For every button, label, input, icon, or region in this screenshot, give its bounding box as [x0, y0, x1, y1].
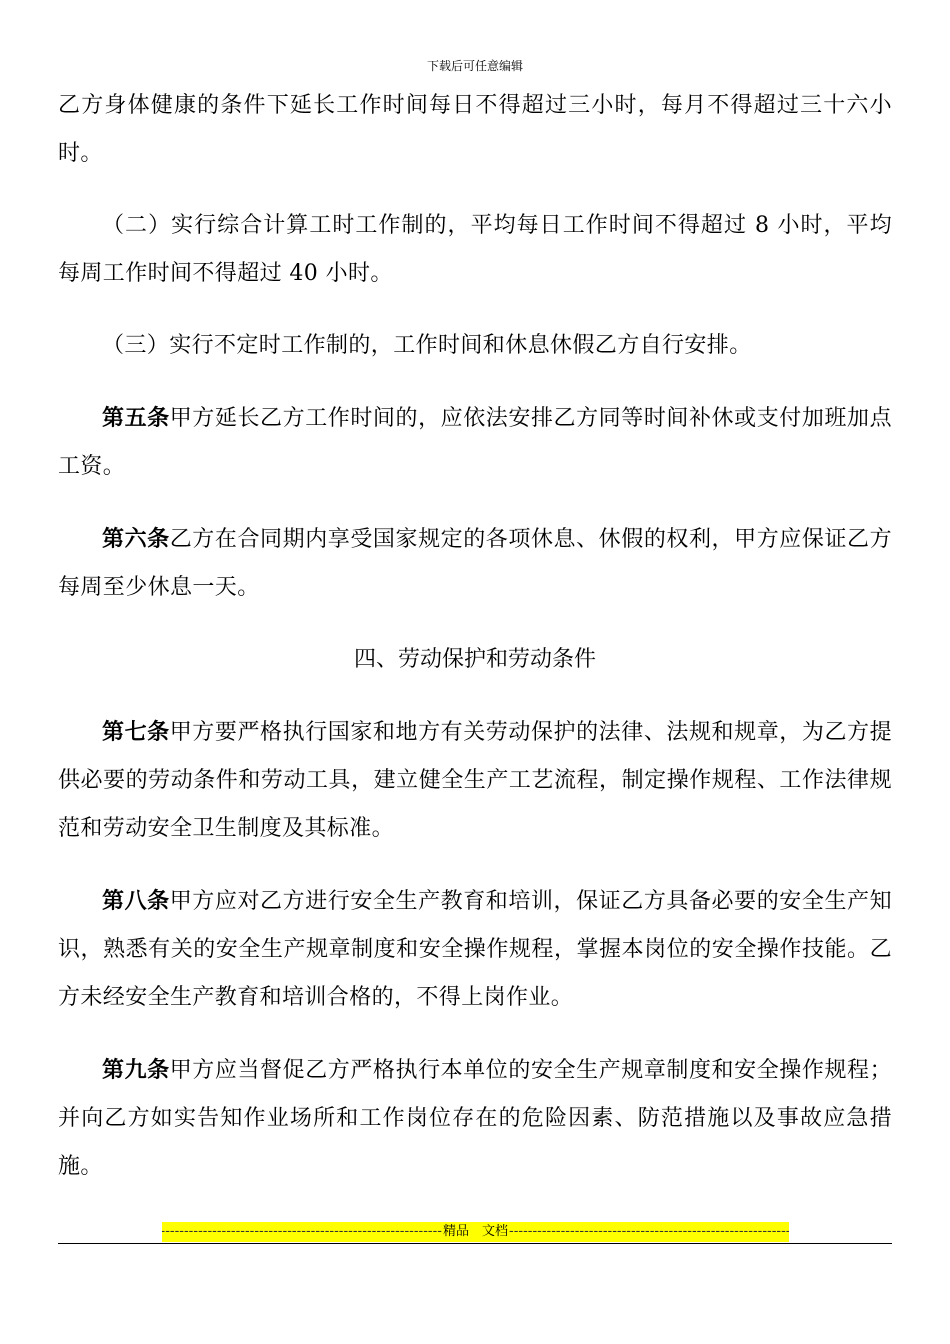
article-5-text: 甲方延长乙方工作时间的，应依法安排乙方同等时间补休或支付加班加点工资。 [58, 406, 892, 479]
article-7-label: 第七条 [102, 719, 170, 745]
article-6-label: 第六条 [102, 526, 170, 552]
header-note: 下载后可任意编辑 [426, 59, 523, 73]
footer-rule [58, 1243, 892, 1244]
article-9-label: 第九条 [102, 1057, 170, 1083]
article-6-text: 乙方在合同期内享受国家规定的各项休息、休假的权利，甲方应保证乙方每周至少休息一天。 [58, 527, 892, 600]
paragraph-item-3: （三）实行不定时工作制的，工作时间和休息休假乙方自行安排。 [102, 333, 752, 358]
footer-label: 精品 文档 [443, 1224, 509, 1239]
article-9 [58, 1046, 892, 1191]
article-5-label: 第五条 [102, 405, 170, 431]
article-9-text: 甲方应当督促乙方严格执行本单位的安全生产规章制度和安全操作规程；并向乙方如实告知作业场所和工作岗位存在的危险因素、防范措施以及事故应急措施。 [58, 1058, 892, 1179]
paragraph-item-2: （二）实行综合计算工时工作制的，平均每日工作时间不得超过 8 小时，平均每周工作时间不得超过 40 小时。 [58, 213, 892, 286]
article-6 [58, 515, 892, 612]
article-5 [58, 394, 892, 491]
article-8 [58, 877, 892, 1022]
section-heading-4: 四、劳动保护和劳动条件 [353, 647, 596, 672]
article-8-text: 甲方应对乙方进行安全生产教育和培训，保证乙方具备必要的安全生产知识，熟悉有关的安全生产规章制度和安全操作规程，掌握本岗位的安全操作技能。乙方未经安全生产教育和培训合格的，不得上岗作业。 [58, 889, 892, 1010]
footer-highlight-bar [162, 1222, 789, 1242]
footer-dash-right [509, 1222, 789, 1242]
article-7 [58, 708, 892, 853]
article-8-label: 第八条 [102, 888, 170, 914]
paragraph-continuation: 乙方身体健康的条件下延长工作时间每日不得超过三小时，每月不得超过三十六小时。 [58, 93, 892, 166]
footer-dash-left [162, 1222, 442, 1242]
document-body [58, 82, 892, 1191]
article-7-text: 甲方要严格执行国家和地方有关劳动保护的法律、法规和规章，为乙方提供必要的劳动条件和劳动工具，建立健全生产工艺流程，制定操作规程、工作法律规范和劳动安全卫生制度及其标准。 [58, 720, 892, 841]
